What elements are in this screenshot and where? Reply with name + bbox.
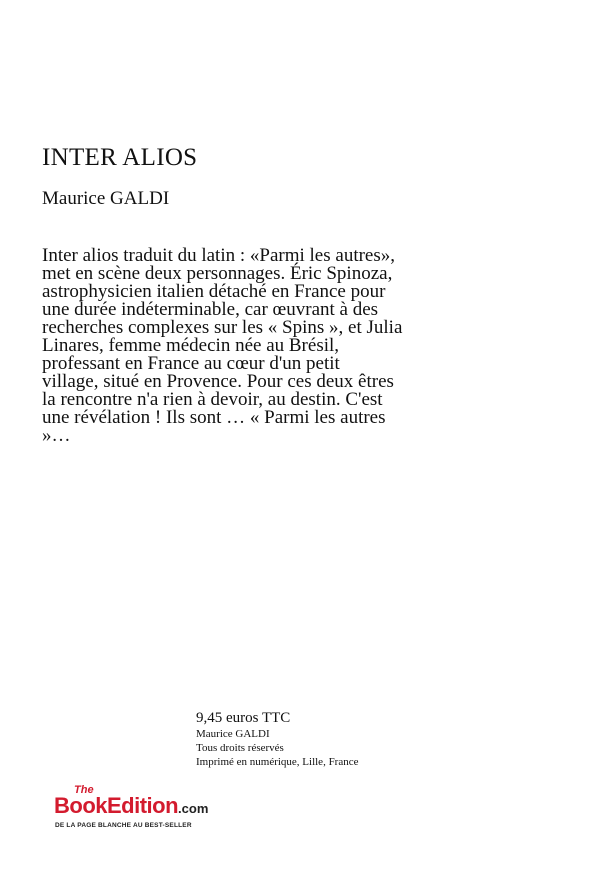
summary-line: la rencontre n'a rien à devoir, au destin. C'est bbox=[42, 389, 383, 410]
bookedition-logo bbox=[54, 784, 254, 844]
logo-tagline: DE LA PAGE BLANCHE AU BEST-SELLER bbox=[55, 822, 192, 829]
summary-line: professant en France au cœur d'un petit bbox=[42, 353, 340, 374]
summary-line: Linares, femme médecin née au Brésil, bbox=[42, 335, 340, 356]
book-summary bbox=[42, 247, 462, 445]
logo-suffix: .com bbox=[178, 801, 209, 816]
summary-line: met en scène deux personnages. Éric Spinoza, bbox=[42, 263, 393, 284]
summary-line: une durée indéterminable, car œuvrant à des bbox=[42, 299, 379, 320]
colophon bbox=[196, 710, 359, 769]
printing-notice: Imprimé en numérique, Lille, France bbox=[196, 756, 359, 768]
summary-line: astrophysicien italien détaché en France pour bbox=[42, 281, 386, 302]
logo-wordmark bbox=[54, 793, 208, 819]
logo-prefix: The bbox=[74, 784, 94, 796]
book-title: INTER ALIOS bbox=[42, 144, 198, 171]
summary-line: village, situé en Provence. Pour ces deux êtres bbox=[42, 371, 394, 392]
summary-line: »… bbox=[42, 425, 71, 446]
logo-brand: BookEdition bbox=[54, 793, 179, 818]
rights-notice: Tous droits réservés bbox=[196, 742, 284, 754]
price: 9,45 euros TTC bbox=[196, 710, 291, 726]
summary-line: Inter alios traduit du latin : «Parmi les autres», bbox=[42, 245, 396, 266]
book-author: Maurice GALDI bbox=[42, 188, 170, 209]
summary-line: recherches complexes sur les « Spins », et Julia bbox=[42, 317, 403, 338]
summary-line: une révélation ! Ils sont … « Parmi les autres bbox=[42, 407, 386, 428]
colophon-author: Maurice GALDI bbox=[196, 728, 270, 740]
